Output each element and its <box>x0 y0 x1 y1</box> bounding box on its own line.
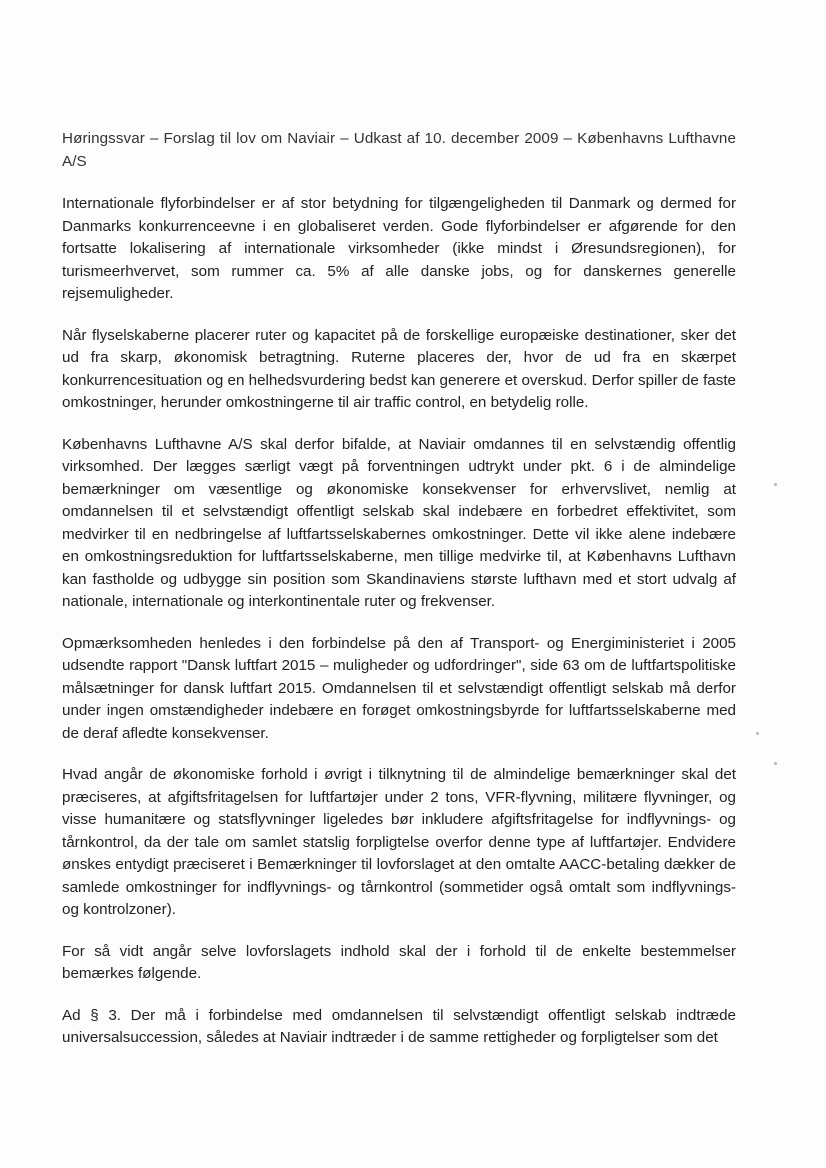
scan-speck <box>774 762 777 765</box>
scan-speck <box>756 732 759 735</box>
paragraph-1: Internationale flyforbindelser er af stor betydning for tilgængeligheden til Danmark og dermed for Danmarks konkurrenceevne i en globaliseret verden. Gode flyforbindelser er afgørende for den fortsatte lokalisering af internationale virksomheder (ikke mindst i Øresundsregionen), for turismeerhvervet, som rummer ca. 5% af alle danske jobs, og for danskernes generelle rejsemuligheder. <box>62 195 736 302</box>
paragraph-4: Opmærksomheden henledes i den forbindelse på den af Transport- og Energiministeriet i 2005 udsendte rapport "Dansk luftfart 2015 – muligheder og udfordringer", side 63 om de luftfartspolitiske målsætninger for dansk luftfart 2015. Omdannelsen til et selvstændigt offentligt selskab må derfor under ingen omstændigheder indebære en forøget omkostningsbyrde for luftfartsselskaberne med de deraf afledte konsekvenser. <box>62 634 736 742</box>
scan-speck <box>774 483 777 486</box>
paragraph-7: Ad § 3. Der må i forbindelse med omdannelsen til selvstændigt offentligt selskab indtræde universalsuccession, således at Naviair indtræder i de samme rettigheder og forpligtelser som det <box>62 1006 736 1046</box>
document-heading: Høringssvar – Forslag til lov om Naviair – Udkast af 10. december 2009 – Københavns Lufthavne A/S <box>62 130 736 170</box>
paragraph-5: Hvad angår de økonomiske forhold i øvrigt i tilknytning til de almindelige bemærkninger skal det præciseres, at afgiftsfritagelsen for luftfartøjer under 2 tons, VFR-flyvning, militære flyvninger, og visse humanitære og statsflyvninger ligeledes bør inkludere afgiftsfritagelse for indflyvnings- og tårnkontrol, da der tale om samlet statslig forpligtelse overfor denne type af luftfartøjer. Endvidere ønskes entydigt præciseret i Bemærkninger til lovforslaget at den omtalte AACC-betaling dækker de samlede omkostninger for indflyvnings- og tårnkontrol (sommetider også omtalt som indflyvnings- og kontrolzoner). <box>62 766 736 918</box>
paragraph-2: Når flyselskaberne placerer ruter og kapacitet på de forskellige europæiske destinationer, sker det ud fra skarp, økonomisk betragtning. Ruterne placeres der, hvor de ud fra en skærpet konkurrencesituation og en helhedsvurdering bedst kan generere et overskud. Derfor spiller de faste omkostninger, herunder omkostningerne til air traffic control, en betydelig rolle. <box>62 326 736 411</box>
paragraph-3: Københavns Lufthavne A/S skal derfor bifalde, at Naviair omdannes til en selvstændig offentlig virksomhed. Der lægges særligt vægt på forventningen udtrykt under pkt. 6 i de almindelige bemærkninger om væsentlige og økonomiske konsekvenser for erhvervslivet, nemlig at omdannelsen til et selvstændigt offentligt selskab skal indebære en forbedret effektivitet, som medvirker til en nedbringelse af luftfartsselskabernes omkostninger. Dette vil ikke alene indebære en omkostningsreduktion for luftfartsselskaberne, men tillige medvirke til, at Københavns Lufthavn kan fastholde og udbygge sin position som Skandinaviens største lufthavn med et stort udvalg af nationale, internationale og interkontinentale ruter og frekvenser. <box>62 435 736 610</box>
paragraph-6: For så vidt angår selve lovforslagets indhold skal der i forhold til de enkelte bestemmelser bemærkes følgende. <box>62 942 736 982</box>
document-body <box>62 128 736 1069</box>
